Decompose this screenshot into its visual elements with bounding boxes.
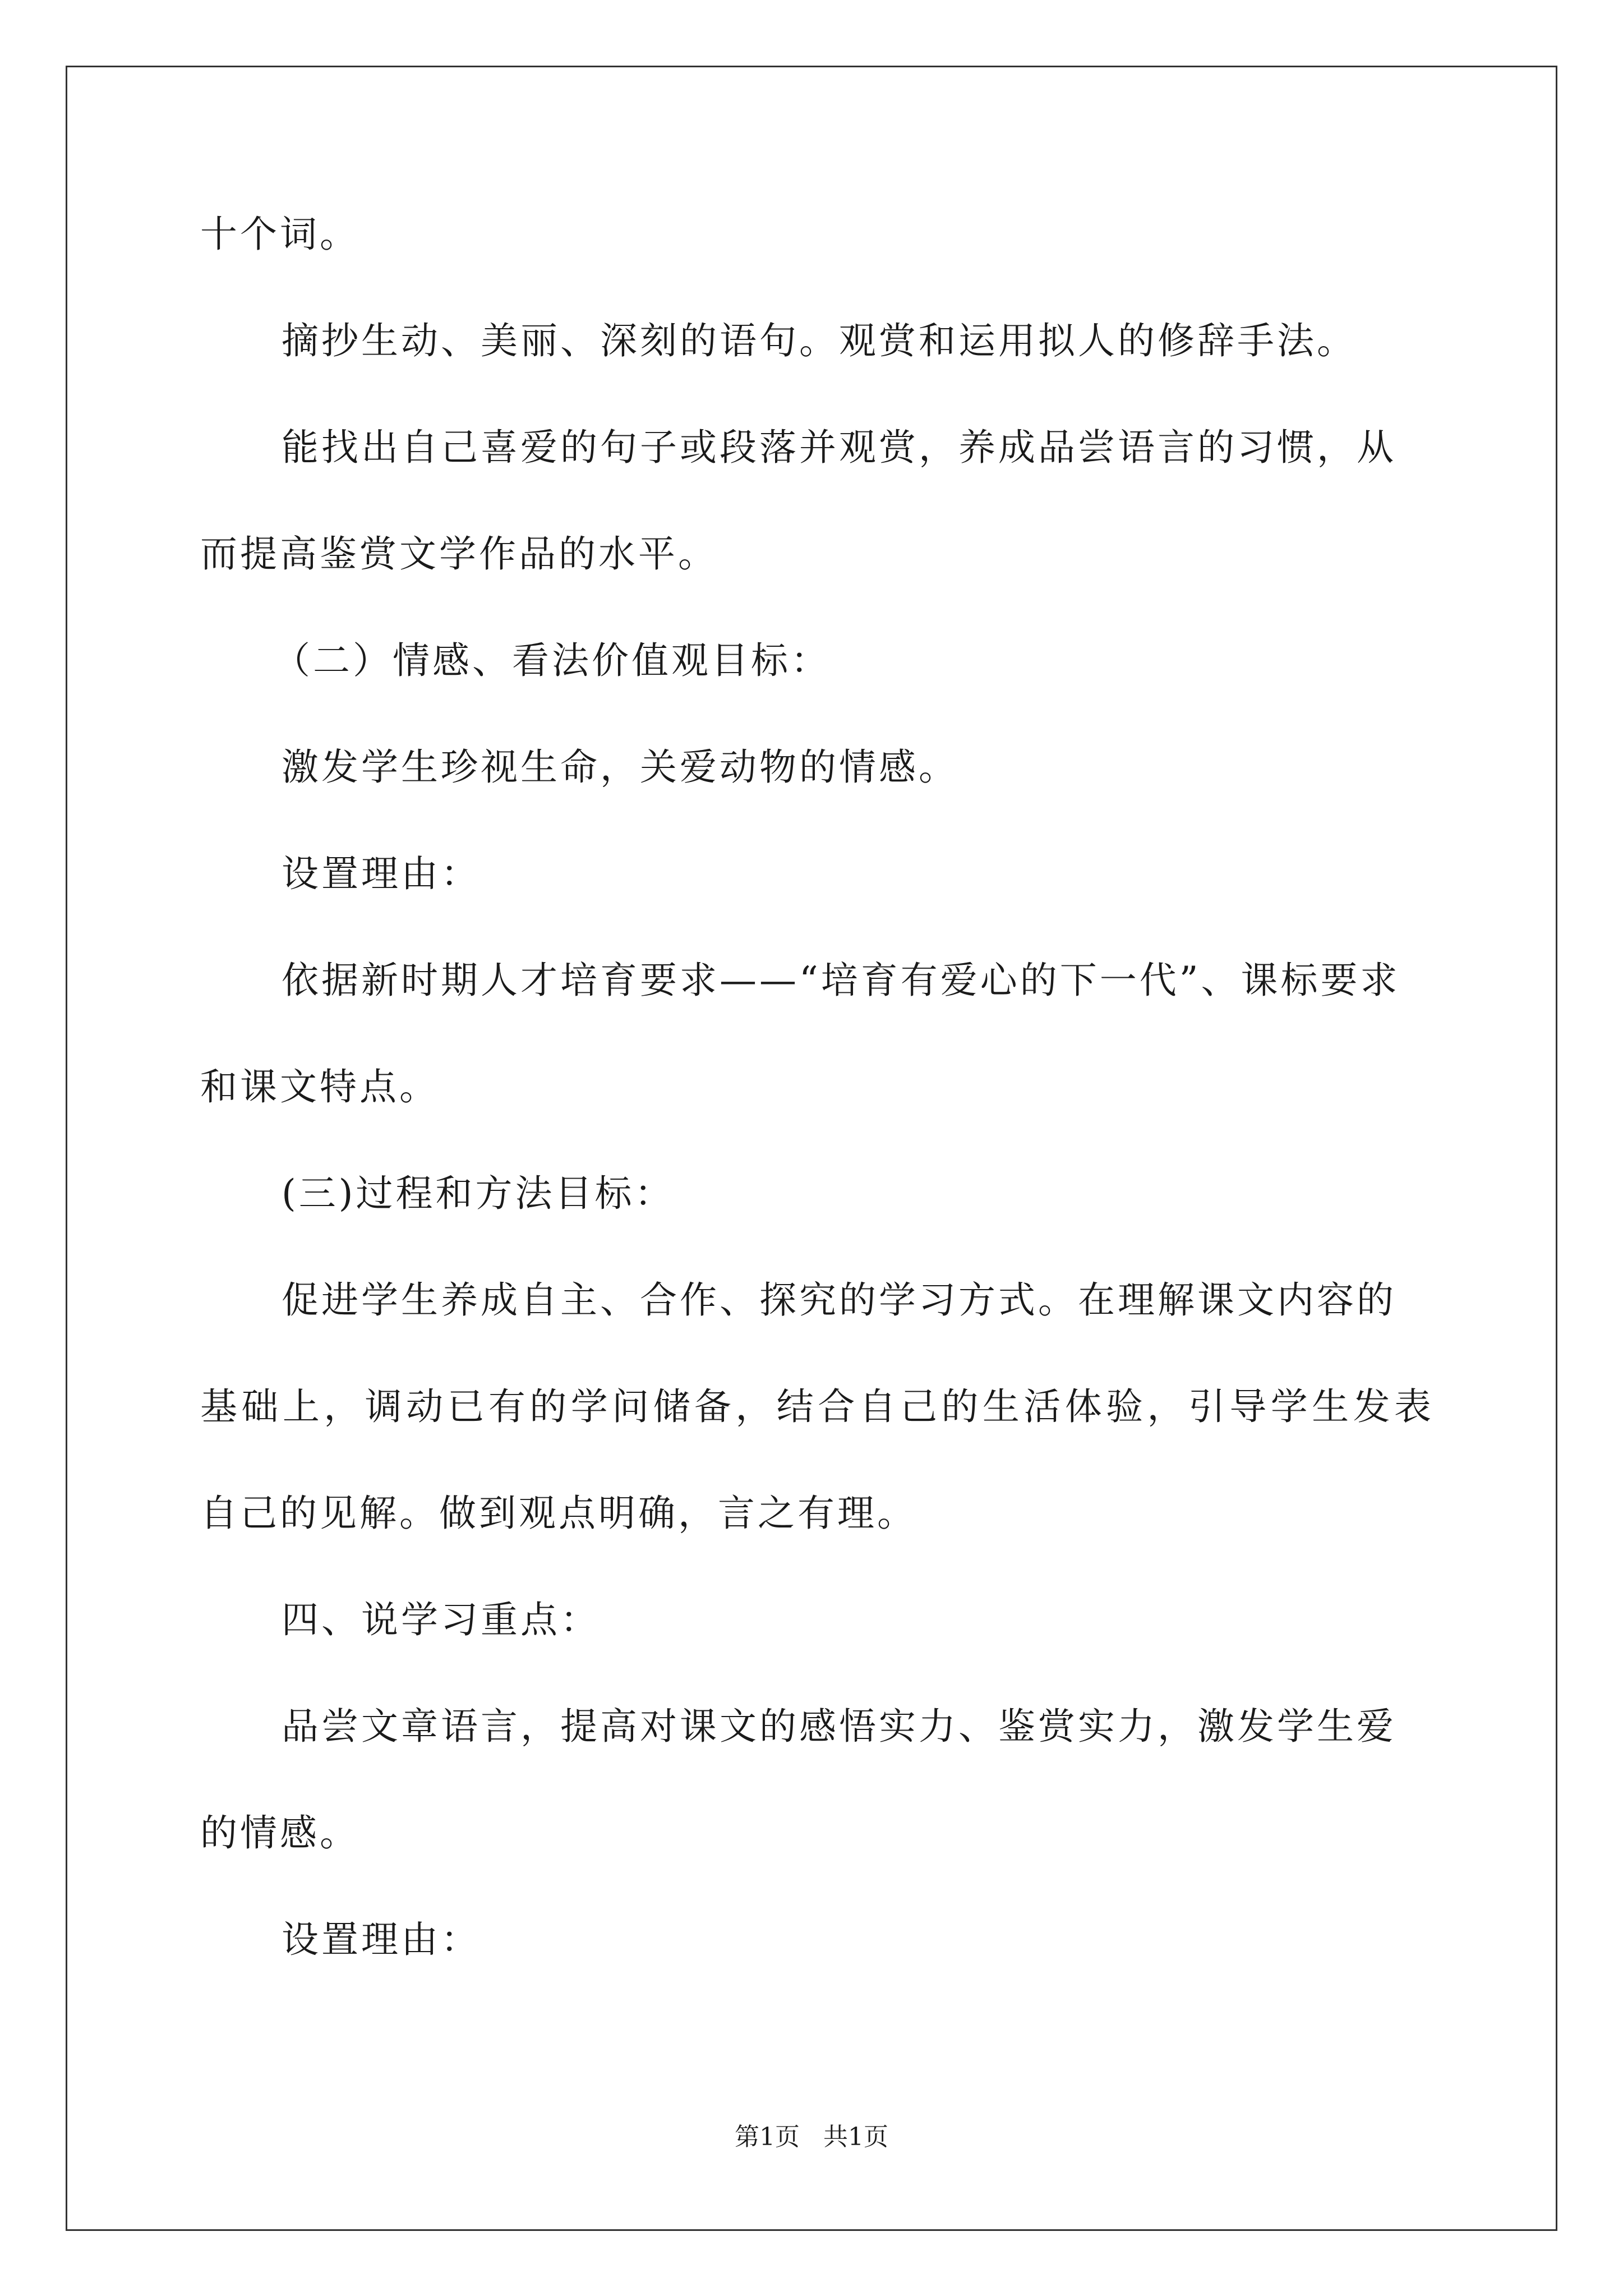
text-line: 设置理由：	[282, 852, 481, 895]
text-line: 促进学生养成自主、合作、探究的学习方式。在理解课文内容的	[282, 1278, 1396, 1322]
page-total: 共1页	[823, 2123, 888, 2151]
section-heading: （二）情感、看法价值观目标：	[273, 639, 831, 682]
text-line: 激发学生珍视生命，关爱动物的情感。	[282, 746, 958, 789]
page-footer	[0, 2120, 1623, 2154]
text-line: 的情感。	[200, 1811, 359, 1855]
section-heading: (三)过程和方法目标：	[282, 1172, 675, 1215]
page-border	[66, 66, 1557, 2231]
text-line: 依据新时期人才培育要求——“培育有爱心的下一代”、课标要求	[282, 959, 1400, 1002]
text-line: 能找出自己喜爱的句子或段落并观赏，养成品尝语言的习惯，从	[282, 426, 1396, 469]
text-line: 摘抄生动、美丽、深刻的语句。观赏和运用拟人的修辞手法。	[282, 319, 1357, 362]
text-line: 设置理由：	[282, 1918, 481, 1961]
page-number: 第1页	[735, 2123, 800, 2151]
text-line: 自己的见解。做到观点明确，言之有理。	[200, 1492, 917, 1535]
text-line: 而提高鉴赏文学作品的水平。	[200, 532, 718, 576]
text-line: 品尝文章语言，提高对课文的感悟实力、鉴赏实力，激发学生爱	[282, 1705, 1396, 1748]
text-line: 基础上，调动已有的学问储备，结合自己的生活体验，引导学生发表	[200, 1385, 1434, 1428]
section-heading: 四、说学习重点：	[282, 1598, 600, 1641]
text-line: 十个词。	[200, 213, 359, 256]
text-line: 和课文特点。	[200, 1065, 439, 1108]
